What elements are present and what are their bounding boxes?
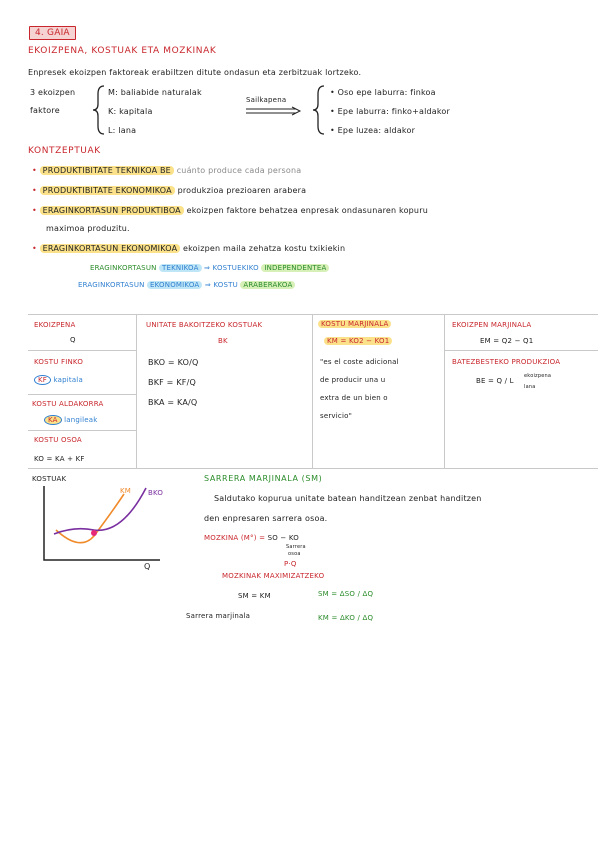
col3-formula: KM = KO2 − KO1 <box>324 337 392 345</box>
mozkina-row: MOZKINA (M°) = SO − KO <box>204 534 299 542</box>
table-row-1 <box>28 350 136 351</box>
term-item-1: • Oso epe laburra: finkoa <box>330 88 436 97</box>
concept-2: • PRODUKTIBITATE EKONOMIKOA produkzioa prezioaren arabera <box>32 186 307 195</box>
factors-label-1: 3 ekoizpen <box>30 88 76 97</box>
sarrera-osoa-1: Sarrera <box>286 544 306 550</box>
factor-item-m: M: baliabide naturalak <box>108 88 202 97</box>
km-formula: KM = ΔKO / ΔQ <box>318 614 374 622</box>
km-quote-3: extra de un bien o <box>320 394 388 402</box>
km-quote-1: "es el coste adicional <box>320 358 399 366</box>
be-note-2: lana <box>524 384 536 390</box>
ka-row: KA langileak <box>44 415 98 425</box>
concept-1: • PRODUKTIBITATE TEKNIKOA BE cuánto produce cada persona <box>32 166 302 175</box>
kf-head: KOSTU FINKO <box>34 358 84 366</box>
be-formula: BE = Q / L <box>476 377 514 385</box>
factor-item-l: L: lana <box>108 126 137 135</box>
sm-desc-1: Saldutako kopurua unitate batean handitzean zenbat handitzen <box>214 494 482 503</box>
double-arrow-icon <box>244 106 304 116</box>
graph-xlabel: Q <box>144 562 151 571</box>
maximize-heading: MOZKINAK MAXIMIZATZEKO <box>222 572 325 580</box>
km-quote-4: servicio" <box>320 412 353 420</box>
sm-desc-2: den enpresaren sarrera osoa. <box>204 514 328 523</box>
chapter-badge: 4. GAIA <box>29 26 76 40</box>
factors-label-2: faktore <box>30 106 60 115</box>
curve-bko-label: BKO <box>148 489 164 497</box>
ko-formula: KO = KA + KF <box>34 455 85 463</box>
bkf-formula: BKF = KF/Q <box>148 378 196 387</box>
concepts-heading: KONTZEPTUAK <box>28 146 101 156</box>
pxq-label: P·Q <box>284 560 297 568</box>
efficiency-line-2: ERAGINKORTASUN EKONOMIKOA ⇒ KOSTU ARABERAKOA <box>78 281 295 289</box>
factor-item-k: K: kapitala <box>108 107 153 116</box>
sarrera-osoa-2: osoa <box>288 551 301 557</box>
table-row-2 <box>28 394 136 395</box>
table-col-2 <box>312 314 313 468</box>
term-item-2: • Epe laburra: finko+aldakor <box>330 107 451 116</box>
graph-ylabel: KOSTUAK <box>32 475 67 483</box>
bka-formula: BKA = KA/Q <box>148 398 198 407</box>
page-title: EKOIZPENA, KOSTUAK ETA MOZKINAK <box>28 46 217 56</box>
col3-head: KOSTU MARJINALA <box>318 320 391 328</box>
efficiency-line-1: ERAGINKORTASUN TEKNIKOA ⇒ KOSTUEKIKO INDEPENDENTEA <box>90 264 329 272</box>
col1-q: Q <box>70 336 76 344</box>
concept-3: • ERAGINKORTASUN PRODUKTIBOA ekoizpen faktore behatzea enpresak ondasunaren kopuru <box>32 206 428 215</box>
sm-note: Sarrera marjinala <box>186 612 251 620</box>
table-row-3 <box>28 430 136 431</box>
concept-3-cont: maximoa produzitu. <box>46 224 130 233</box>
col4-head: EKOIZPEN MARJINALA <box>452 321 532 329</box>
term-item-3: • Epe luzea: aldakor <box>330 126 416 135</box>
sm-heading: SARRERA MARJINALA (SM) <box>204 474 323 483</box>
col2-sub: BK <box>218 337 228 345</box>
ko-head: KOSTU OSOA <box>34 436 82 444</box>
concept-4: • ERAGINKORTASUN EKONOMIKOA ekoizpen maila zehatza kostu txikiekin <box>32 244 346 253</box>
smkm-formula: SM = KM <box>238 592 271 600</box>
table-row-c4 <box>444 350 598 351</box>
bko-formula: BKO = KO/Q <box>148 358 199 367</box>
table-bottom-line <box>28 468 598 469</box>
col1-head: EKOIZPENA <box>34 321 76 329</box>
table-col-3 <box>444 314 445 468</box>
sm-formula: SM = ΔSO / ΔQ <box>318 590 374 598</box>
col4-sub: BATEZBESTEKO PRODUKZIOA <box>452 358 561 366</box>
classification-label: Sailkapena <box>246 96 287 104</box>
col2-head: UNITATE BAKOITZEKO KOSTUAK <box>146 321 263 329</box>
ka-head: KOSTU ALDAKORRA <box>32 400 104 408</box>
kf-row: KF kapitala <box>34 375 83 385</box>
brace-right-icon <box>312 84 326 136</box>
curve-km-label: KM <box>120 487 132 495</box>
km-quote-2: de producir una u <box>320 376 386 384</box>
table-col-1 <box>136 314 137 468</box>
be-note-1: ekoizpena <box>524 373 552 379</box>
col4-formula: EM = Q2 − Q1 <box>480 337 534 345</box>
brace-left-icon <box>92 84 106 136</box>
intro-text: Enpresek ekoizpen faktoreak erabiltzen ditute ondasun eta zerbitzuak lortzeko. <box>28 68 362 77</box>
table-top-line <box>28 314 598 315</box>
